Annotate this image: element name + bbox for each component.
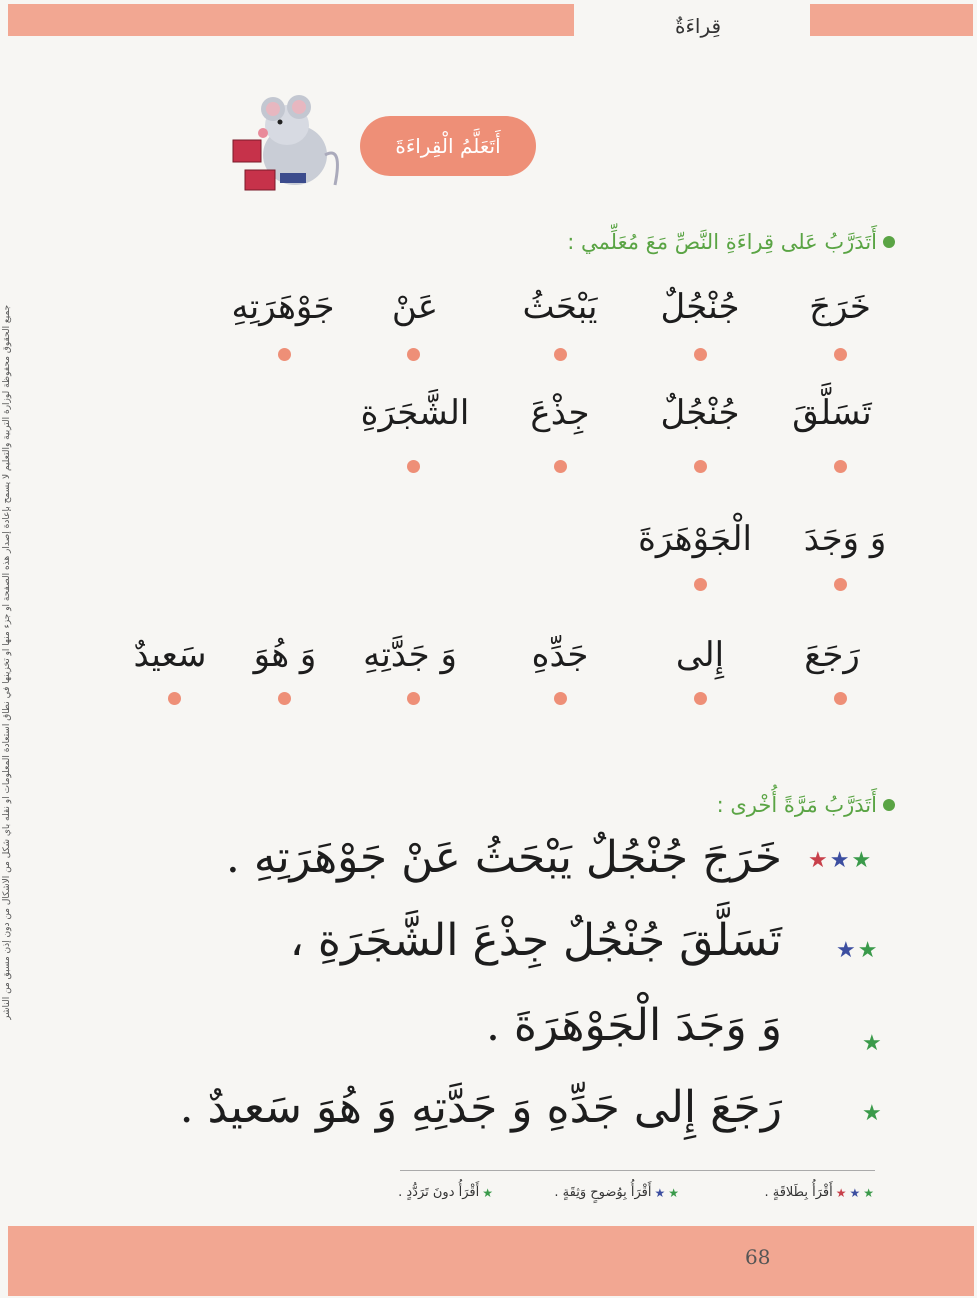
rating-stars-one [862,1103,882,1125]
sentence-line: رَجَعَ إِلى جَدِّهِ وَ جَدَّتِهِ وَ هُوَ سَعيدٌ . [179,1082,782,1133]
green-star-icon: ★ [668,1185,679,1200]
blue-star-icon: ★ [829,848,850,873]
word-card: الشَّجَرَةِ [360,393,470,433]
blue-star-icon: ★ [849,1185,861,1200]
sentence-line: تَسَلَّقَ جُنْجُلٌ جِذْعَ الشَّجَرَةِ ، [289,915,782,966]
word-card: جِذْعَ [530,393,590,433]
top-band-left [8,4,574,36]
word-card: الْجَوْهَرَةَ [638,519,752,559]
reading-dot [278,692,291,705]
red-star-icon: ★ [835,1185,847,1200]
practice-again-heading [717,793,895,817]
bullet-icon [883,236,895,248]
word-card: جَدِّهِ [531,635,589,675]
word-card: يَبْحَثُ [522,287,598,327]
sentence-line: وَ وَجَدَ الْجَوْهَرَةَ . [485,1000,782,1051]
practice-heading-text: أَتَدَرَّبُ عَلى قِراءَةِ النَّصِّ مَعَ مُعَلِّمي : [567,230,877,254]
reading-dot [554,692,567,705]
practice-heading [567,230,895,254]
legend-item-one [398,1185,493,1200]
lesson-pill: أَتَعَلَّمُ الْقِراءَةَ [360,116,536,176]
green-star-icon: ★ [851,848,872,873]
reading-dot [834,348,847,361]
sentence-line: خَرَجَ جُنْجُلٌ يَبْحَثُ عَنْ جَوْهَرَتِهِ . [225,832,782,883]
word-card: جُنْجُلٌ [660,393,740,433]
reading-dot [834,460,847,473]
green-star-icon: ★ [857,938,878,963]
word-card: تَسَلَّقَ [792,393,872,433]
word-card: وَ جَدَّتِهِ [363,635,457,675]
red-star-icon: ★ [808,848,828,873]
practice-again-heading-text: أَتَدَرَّبُ مَرَّةً أُخْرى : [716,793,877,817]
reading-dot [407,692,420,705]
bullet-icon [883,799,895,811]
reading-dot [694,692,707,705]
page-number: 68 [745,1245,771,1269]
reading-dot [168,692,181,705]
reading-dot [834,578,847,591]
blue-star-icon: ★ [836,938,856,963]
word-card: عَنْ [391,287,439,327]
legend-label: أَقْرَأُ دونَ تَرَدُّدٍ . [398,1185,480,1200]
word-card: وَ هُوَ [253,635,317,675]
green-star-icon: ★ [862,1031,882,1056]
word-card: إِلى [675,635,725,675]
reading-dot [407,460,420,473]
word-card: جُنْجُلٌ [660,287,740,327]
blue-star-icon: ★ [654,1185,666,1200]
word-card: جَوْهَرَتِهِ [231,287,335,327]
legend-item-two [554,1185,679,1200]
word-card: سَعيدٌ [133,635,207,675]
reading-dot [554,460,567,473]
rating-stars-one [862,1033,882,1055]
bottom-band [8,1226,974,1296]
reading-dot [407,348,420,361]
word-card: وَ وَجَدَ [803,519,887,559]
word-card: رَجَعَ [804,635,860,675]
rating-stars-two [836,940,877,962]
reading-dot [694,460,707,473]
reading-dot [694,578,707,591]
legend-label: أَقْرَأُ بِوُضوحٍ وَثِقَةٍ . [554,1185,652,1200]
reading-dot [834,692,847,705]
green-star-icon: ★ [863,1185,874,1200]
rating-stars-three [808,850,871,872]
word-card: خَرَجَ [809,287,871,327]
top-band-right [810,4,973,36]
mouse-mascot-icon [225,95,345,200]
green-star-icon: ★ [482,1185,493,1200]
green-star-icon: ★ [862,1101,882,1126]
reading-dot [554,348,567,361]
reading-dot [694,348,707,361]
page-title: قِراءَةٌ [675,14,722,38]
legend-item-three [764,1185,874,1200]
legend-label: أَقْرَأُ بِطَلاقَةٍ . [764,1185,833,1200]
copyright-note: جميع الحقوق محفوظة لوزارة التربية والتعليم لا يسمح بإعادة إصدار هذه الصفحة أو جزء منها أو تخزينها في نطاق استعادة المعلومات أو نقله بأي شكل من الأشكال من دون إذن مسبق من الناشر [2,304,12,1020]
reading-dot [278,348,291,361]
legend-divider [400,1170,875,1171]
